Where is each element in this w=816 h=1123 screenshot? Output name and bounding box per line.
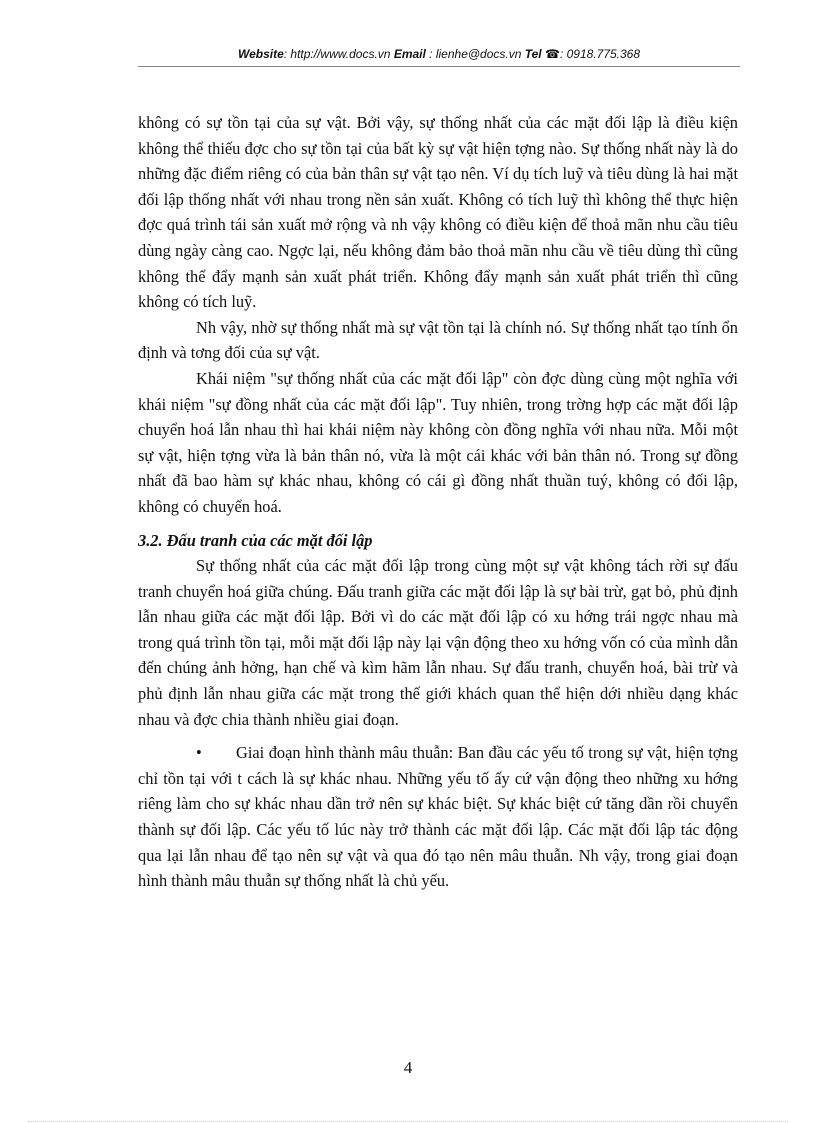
tel-value: : 0918.775.368 — [559, 47, 641, 61]
website-label: Website — [237, 47, 284, 61]
tel-label: Tel — [524, 47, 542, 61]
section-heading: 3.2. Đấu tranh của các mặt đối lập — [138, 530, 373, 550]
bullet-icon: • — [196, 743, 202, 763]
bullet-text: Giai đoạn hình thành mâu thuẫn: Ban đầu các yếu tố trong sự vật, hiện tợng chỉ tồn tại với t cách là sự khác nhau. Những yếu tố ấy cứ vận động theo những xu hớng riêng làm cho sự khác nhau dần trở nên sự khác biệt. Sự khác biệt cứ tăng dần rồi chuyển thành sự đối lập. Các yếu tố lúc này trở thành các mặt đối lập. Các mặt đối lập tác động qua lại lẫn nhau để tạo nên sự vật và qua đó tạo nên mâu thuẫn. Nh vậy, trong giai đoạn hình thành mâu thuẫn sự thống nhất là chủ yếu. — [138, 743, 738, 891]
email-value[interactable]: : lienhe@docs.vn — [429, 47, 522, 61]
section-paragraph: Sự thống nhất của các mặt đối lập trong cùng một sự vật không tách rời sự đấu tranh chuyển hoá giữa chúng. Đấu tranh giữa các mặt đối lập là sự bài trừ, gạt bỏ, phủ định lẫn nhau giữa các mặt đối lập. Bởi vì do các mặt đối lập có xu hớng trái ngợc nhau mà trong quá trình tồn tại, mỗi mặt đối lập này lại vận động theo xu hớng vốn có của mình dẫn đến chúng ảnh hởng, hạn chế và kìm hãm lẫn nhau. Sự đấu tranh, chuyển hoá, bài trừ và phủ định lẫn nhau giữa các mặt trong thế giới khách quan thể hiện dới nhiều dạng khác nhau và đợc chia thành nhiều giai đoạn. — [138, 556, 738, 729]
document-body — [138, 110, 738, 894]
phone-icon: ☎ — [545, 47, 560, 61]
paragraph-2: Nh vậy, nhờ sự thống nhất mà sự vật tồn tại là chính nó. Sự thống nhất tạo tính ổn định và tơng đối của sự vật. — [138, 317, 738, 363]
paragraph-1: không có sự tồn tại của sự vật. Bởi vậy, sự thống nhất của các mặt đối lập là điều kiện không thể thiếu đợc cho sự tồn tại của bất kỳ sự vật hiện tợng nào. Sự thống nhất này là do những đặc điểm riêng có của bản thân sự vật tạo nên. Ví dụ tích luỹ và tiêu dùng là hai mặt đối lập thống nhất với nhau trong nền sản xuất. Không có tích luỹ thì không thể thực hiện đợc quá trình tái sản xuất mở rộng và nh vậy không có điều kiện để thoả mãn nhu cầu tiêu dùng ngày càng cao. Ngợc lại, nếu không đảm bảo thoả mãn nhu cầu về tiêu dùng thì cũng không thể đẩy mạnh sản xuất phát triển. Không đẩy mạnh sản xuất phát triển thì cũng không có tích luỹ. — [138, 113, 738, 312]
page-number: 4 — [403, 1058, 413, 1077]
footer-divider — [28, 1121, 788, 1122]
header-divider — [138, 66, 740, 67]
email-label: Email — [393, 47, 426, 61]
page-header — [138, 47, 740, 61]
website-value[interactable]: : http://www.docs.vn — [283, 47, 391, 61]
paragraph-3: Khái niệm "sự thống nhất của các mặt đối lập" còn đợc dùng cùng một nghĩa với khái niệm "sự đồng nhất của các mặt đối lập". Tuy nhiên, trong trờng hợp các mặt đối lập chuyển hoá lẫn nhau thì hai khái niệm này không còn đồng nghĩa với nhau nữa. Mỗi một sự vật, hiện tợng vừa là bản thân nó, vừa là một cái khác với bản thân nó. Trong sự đồng nhất đã bao hàm sự khác nhau, không có cái gì đồng nhất thuần tuý, không có đối lập, không có chuyển hoá. — [138, 368, 738, 516]
bullet-item — [138, 740, 738, 894]
